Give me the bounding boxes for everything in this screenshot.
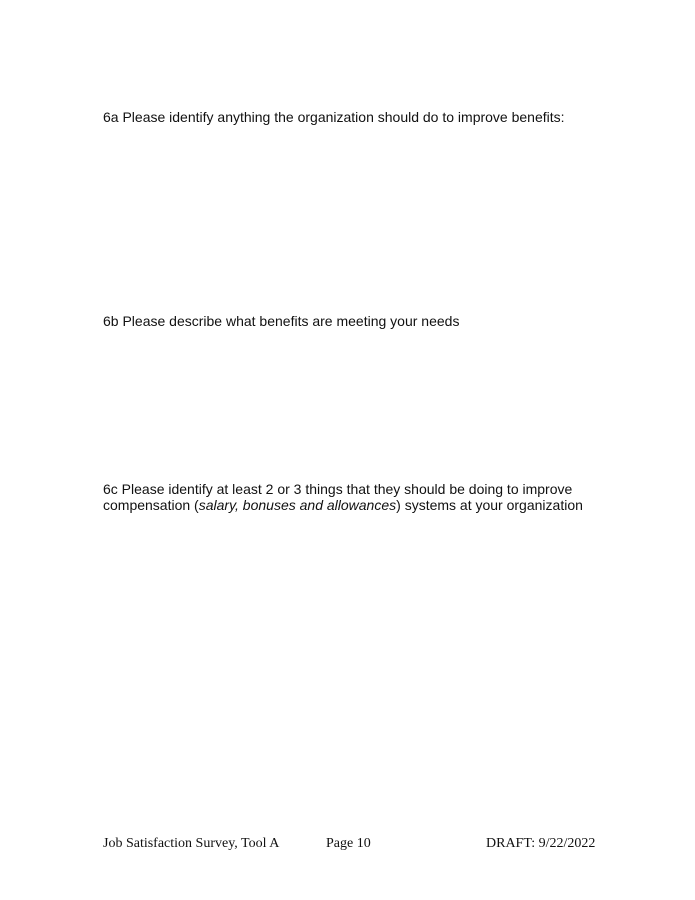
footer-page-number: Page 10 — [326, 836, 371, 851]
question-6a-text: 6a Please identify anything the organization should do to improve benefits: — [103, 109, 565, 125]
question-6a — [103, 109, 623, 125]
question-6c-italic-terms: salary, bonuses and allowances — [198, 497, 397, 513]
footer-draft-date: DRAFT: 9/22/2022 — [486, 836, 596, 851]
question-6c — [103, 481, 623, 513]
footer-document-title: Job Satisfaction Survey, Tool A — [103, 836, 280, 851]
question-6b — [103, 313, 623, 329]
question-6b-text: 6b Please describe what benefits are meeting your needs — [103, 313, 460, 329]
question-6c-line2-suffix: ) systems at your organization — [396, 497, 583, 513]
question-6c-line1: 6c Please identify at least 2 or 3 things that they should be doing to improve — [103, 481, 573, 497]
question-6c-line2-prefix: compensation ( — [103, 497, 199, 513]
